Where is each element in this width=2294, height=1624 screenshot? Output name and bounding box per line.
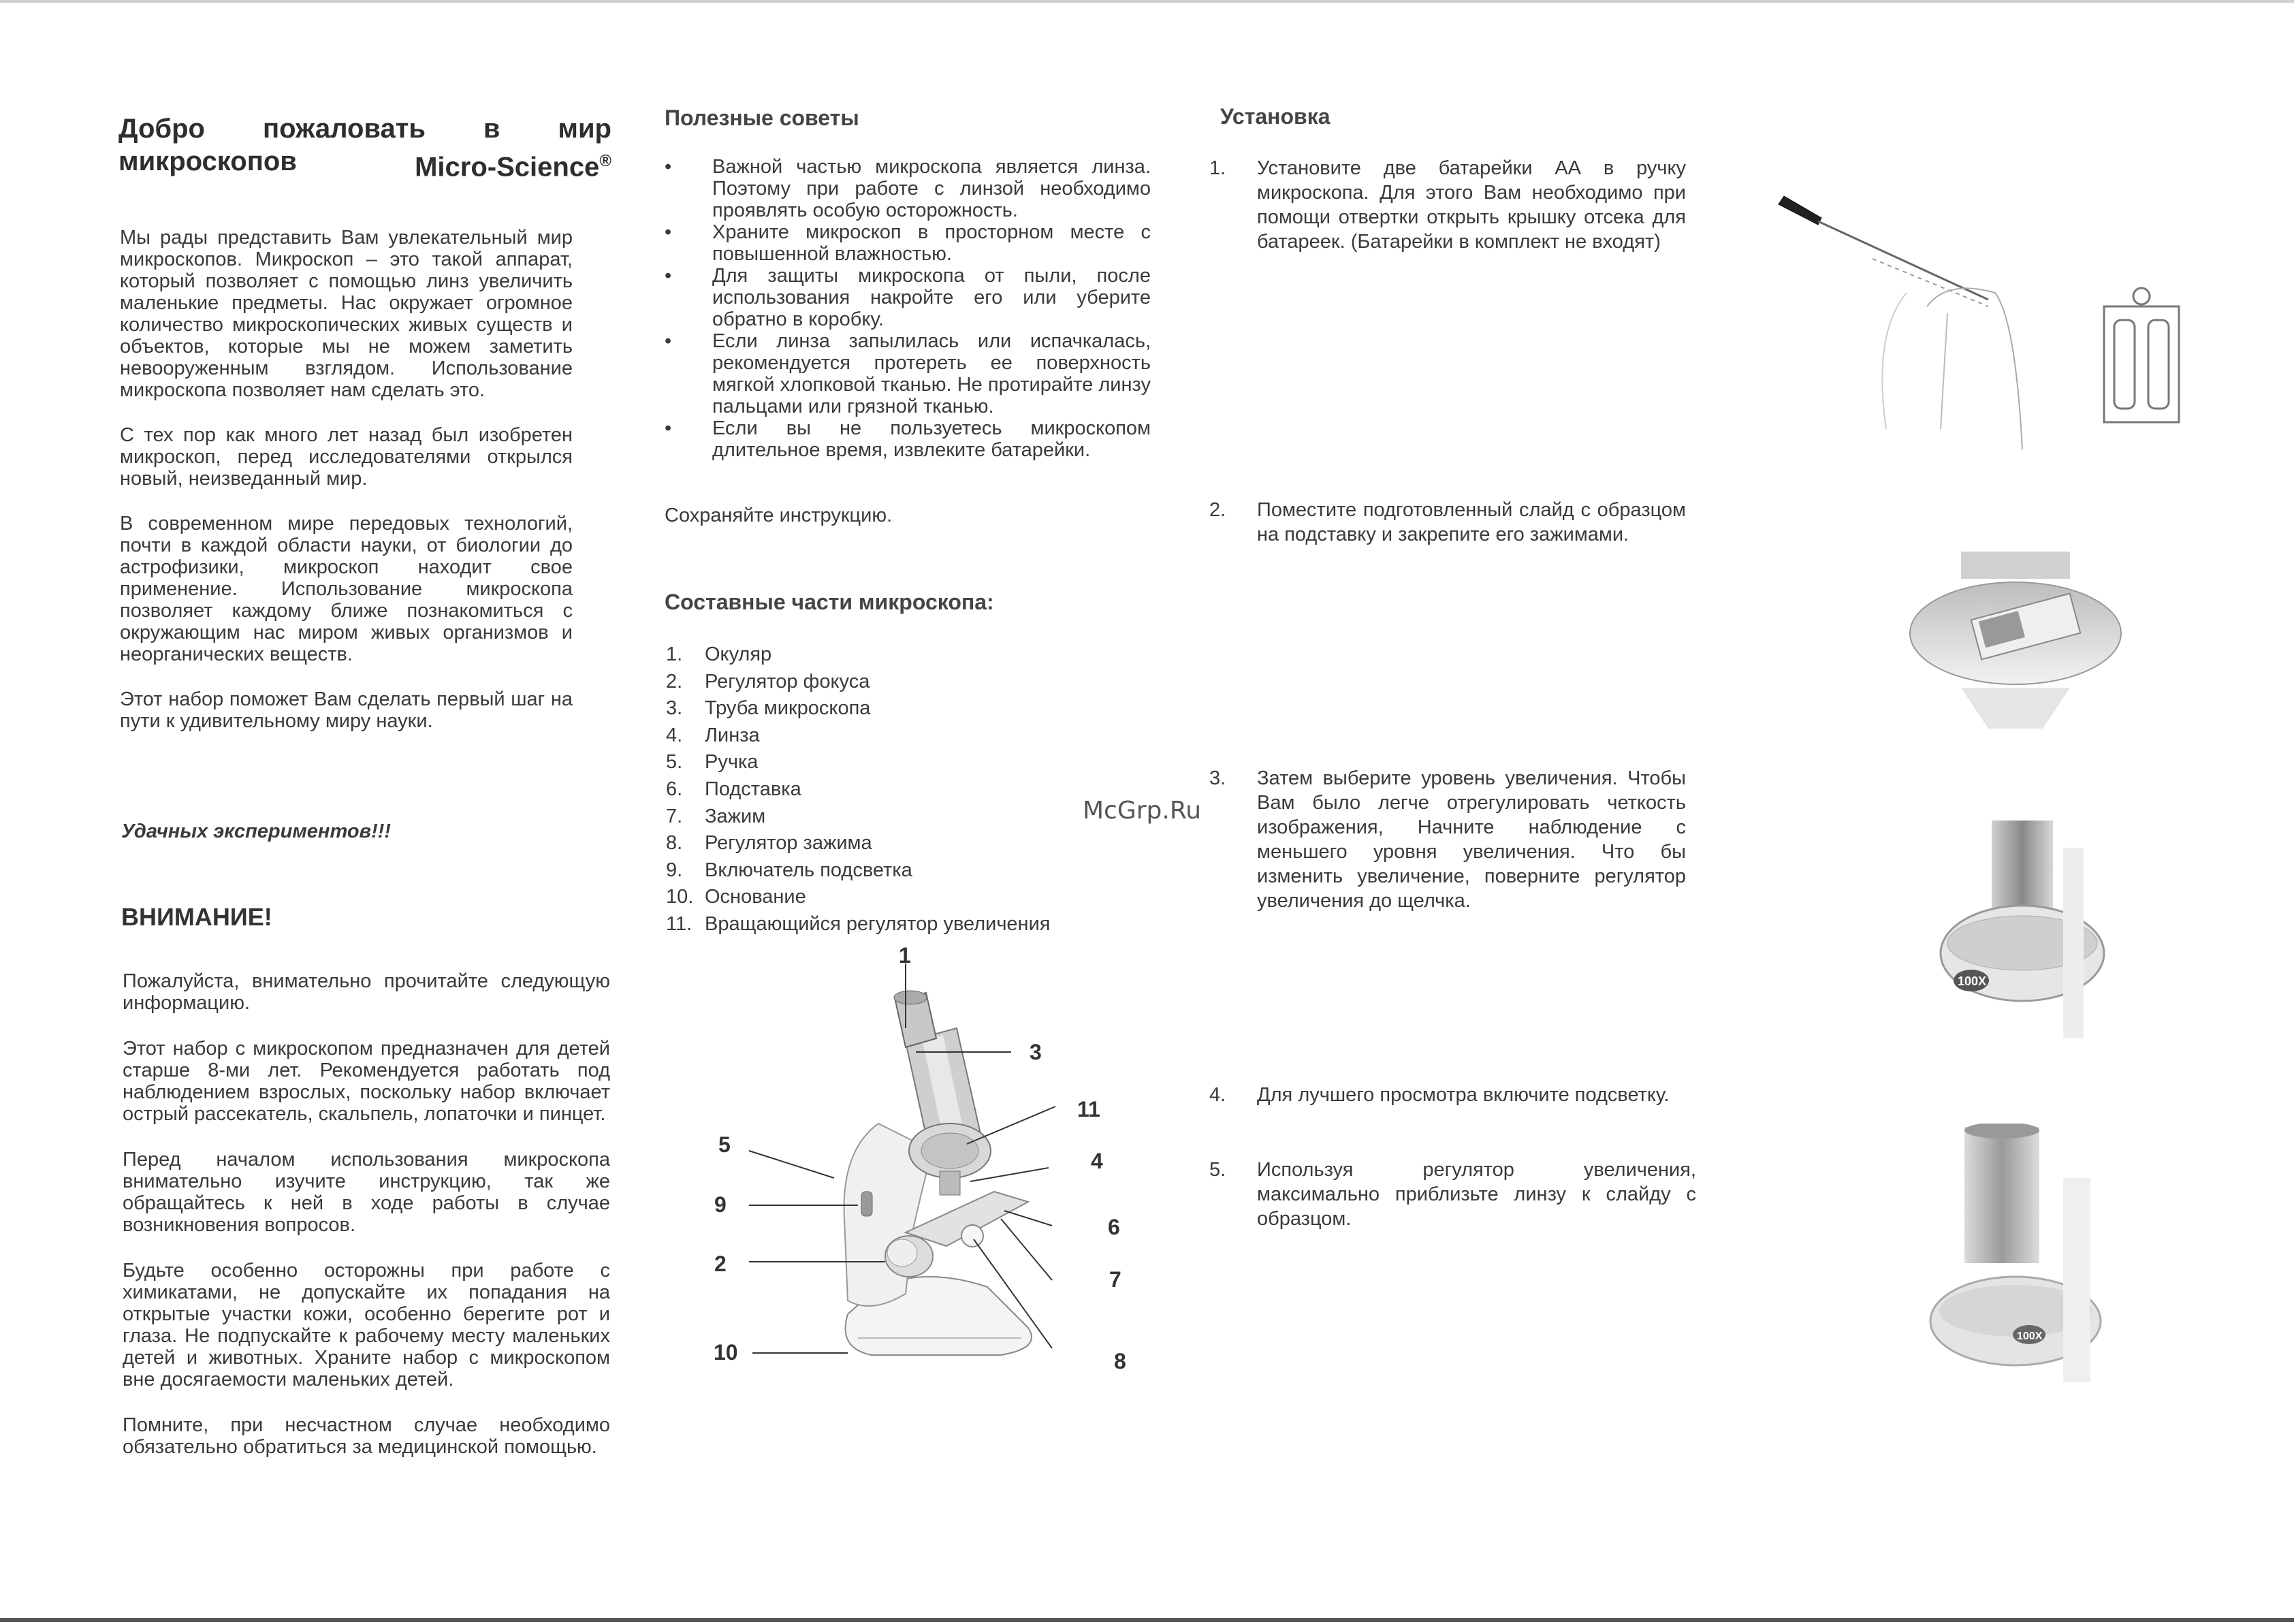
install-step: 2. Поместите подготовленный слайд с образцом на подставку и закрепите его зажимами. <box>1209 499 1686 545</box>
magnification-label: 100X <box>2017 1331 2043 1342</box>
welcome-title-line2: микроскопов Micro-Science® <box>118 146 611 182</box>
install-step: 5. Используя регулятор увеличения, максимально приблизьте линзу к слайду с образцом. <box>1209 1159 1696 1230</box>
diagram-label: 5 <box>718 1132 731 1157</box>
parts-item: 7. Зажим <box>666 805 766 827</box>
parts-list <box>666 641 1143 938</box>
welcome-title-line1: Добро пожаловать в мир <box>118 114 611 144</box>
battery-icon <box>2148 320 2169 409</box>
magnification-label: 100X <box>1958 974 1987 988</box>
diagram-label: 10 <box>714 1340 738 1365</box>
diagram-label: 4 <box>1091 1149 1103 1173</box>
install-step: 1. Установите две батарейки АА в ручку микроскопа. Для этого Вам необходимо при помощи отвертки открыть крышку отсека для батареек. (Батарейки в комплект не входят) <box>1209 157 1686 253</box>
welcome-paragraph: В современном мире передовых технологий, почти в каждой области науки, от биологии до астрофизики, микроскоп находит свое применение. Использование микроскопа позволяет каждому ближе познакомиться с окружающим нас миром живых организмов и неорганических веществ. <box>120 513 573 665</box>
top-border <box>0 0 2294 3</box>
parts-item: 1. Окуляр <box>666 643 772 665</box>
diagram-label: 6 <box>1108 1215 1120 1239</box>
screwdriver-icon <box>1779 196 1821 225</box>
battery-icon <box>2114 320 2135 409</box>
diagram-label: 7 <box>1109 1267 1121 1292</box>
welcome-intro <box>120 227 573 732</box>
diagram-label: 11 <box>1077 1097 1100 1121</box>
zoom-photo-1 <box>1927 821 2131 1038</box>
welcome-title <box>118 112 611 182</box>
warning-paragraph: Пожалуйста, внимательно прочитайте следующую информацию. <box>123 970 610 1014</box>
tube <box>1964 1127 2039 1263</box>
parts-item: 3. Труба микроскопа <box>666 697 871 720</box>
warning-paragraph: Будьте особенно осторожны при работе с химикатами, не допускайте их попадания на открытые участки кожи, особенно берегите рот и глаза. Не подпускайте к рабочему месту маленьких детей и животных. Храните набор с микроскопом вне досягаемости маленьких детей. <box>123 1260 610 1390</box>
install-step: 3. Затем выберите уровень увеличения. Чтобы Вам было легче отрегулировать четкость изображения, Начните наблюдение с меньшего уровня увеличения. Что бы изменить увеличение, поверните регулятор увеличения до щелчка. <box>1209 767 1686 912</box>
bottom-border <box>0 1618 2294 1622</box>
parts-item: 11. Вращающийся регулятор увеличения <box>666 912 1051 935</box>
objective-lens <box>940 1171 960 1195</box>
watermark: McGrp.Ru <box>1083 797 1202 825</box>
diagram-label: 2 <box>714 1252 727 1276</box>
tips-list <box>665 156 1151 461</box>
registered-mark: ® <box>599 152 611 170</box>
warning-paragraph: Помните, при несчастном случае необходимо обязательно обратиться за медицинской помощью. <box>123 1414 610 1458</box>
welcome-paragraph: Этот набор поможет Вам сделать первый шаг на пути к удивительному миру науки. <box>120 688 573 732</box>
tip-item: • Для защиты микроскопа от пыли, после использования накройте его или уберите обратно в коробку. <box>665 265 1151 330</box>
diagram-label: 9 <box>714 1192 727 1217</box>
tips-title: Полезные советы <box>665 106 859 130</box>
diagram-label: 1 <box>899 946 911 968</box>
warning-paragraph: Перед началом использования микроскопа внимательно изучите инструкцию, так же обращайтесь к ней в ходе работы в случае возникновения вопросов. <box>123 1149 610 1236</box>
diagram-label: 8 <box>1114 1349 1126 1373</box>
parts-item: 5. Ручка <box>666 751 759 774</box>
install-title: Установка <box>1220 104 1331 129</box>
welcome-paragraph: Мы рады представить Вам увлекательный мир микроскопов. Микроскоп – это такой аппарат, который позволяет с помощью линз увеличить маленькие предметы. Нас окружает огромное количество микроскопических живых существ и объектов, которые мы не можем заметить невооруженным взглядом. Использование микроскопа позволяет нам сделать это. <box>120 227 573 401</box>
warning-paragraph: Этот набор с микроскопом предназначен для детей старше 8-ми лет. Рекомендуется работать под наблюдением взрослых, поскольку набор включает острый рассекатель, скальпель, лопаточки и пинцет. <box>123 1038 610 1125</box>
welcome-paragraph: С тех пор как много лет назад был изобретен микроскоп, перед исследователями открылся новый, неизведанный мир. <box>120 424 573 490</box>
diagram-label: 3 <box>1030 1040 1042 1064</box>
closing-line: Удачных экспериментов!!! <box>121 821 392 842</box>
tip-item: • Важной частью микроскопа является линза. Поэтому при работе с линзой необходимо проявлять особую осторожность. <box>665 156 1151 221</box>
tip-item: • Храните микроскоп в просторном месте с повышенной влажностью. <box>665 221 1151 265</box>
parts-item: 2. Регулятор фокуса <box>666 670 870 692</box>
parts-item: 8. Регулятор зажима <box>666 832 872 855</box>
light-switch <box>861 1192 872 1216</box>
warning-text <box>123 970 610 1458</box>
warning-title: ВНИМАНИЕ! <box>121 903 272 931</box>
tip-item: • Если вы не пользуетесь микроскопом длительное время, извлеките батарейки. <box>665 417 1151 461</box>
parts-item: 4. Линза <box>666 724 760 746</box>
parts-item: 6. Подставка <box>666 778 801 800</box>
tips-footer: Сохраняйте инструкцию. <box>665 505 893 526</box>
left-column <box>118 112 611 182</box>
microscope-diagram <box>701 946 1164 1389</box>
tip-item: • Если линза запылилась или испачкалась, рекомендуется протереть ее поверхность мягкой хлопковой тканью. Не протирайте линзу пальцами или грязной тканью. <box>665 330 1151 417</box>
zoom-photo-2 <box>1927 1124 2131 1389</box>
parts-item: 10. Основание <box>666 886 806 908</box>
install-step: 4. Для лучшего просмотра включите подсветку. <box>1209 1084 1670 1106</box>
battery-illustration <box>1770 184 2206 456</box>
clip-knob <box>961 1225 983 1247</box>
parts-item: 9. Включатель подсветка <box>666 859 912 881</box>
parts-title: Составные части микроскопа: <box>665 590 994 614</box>
stage-photo <box>1907 552 2131 735</box>
